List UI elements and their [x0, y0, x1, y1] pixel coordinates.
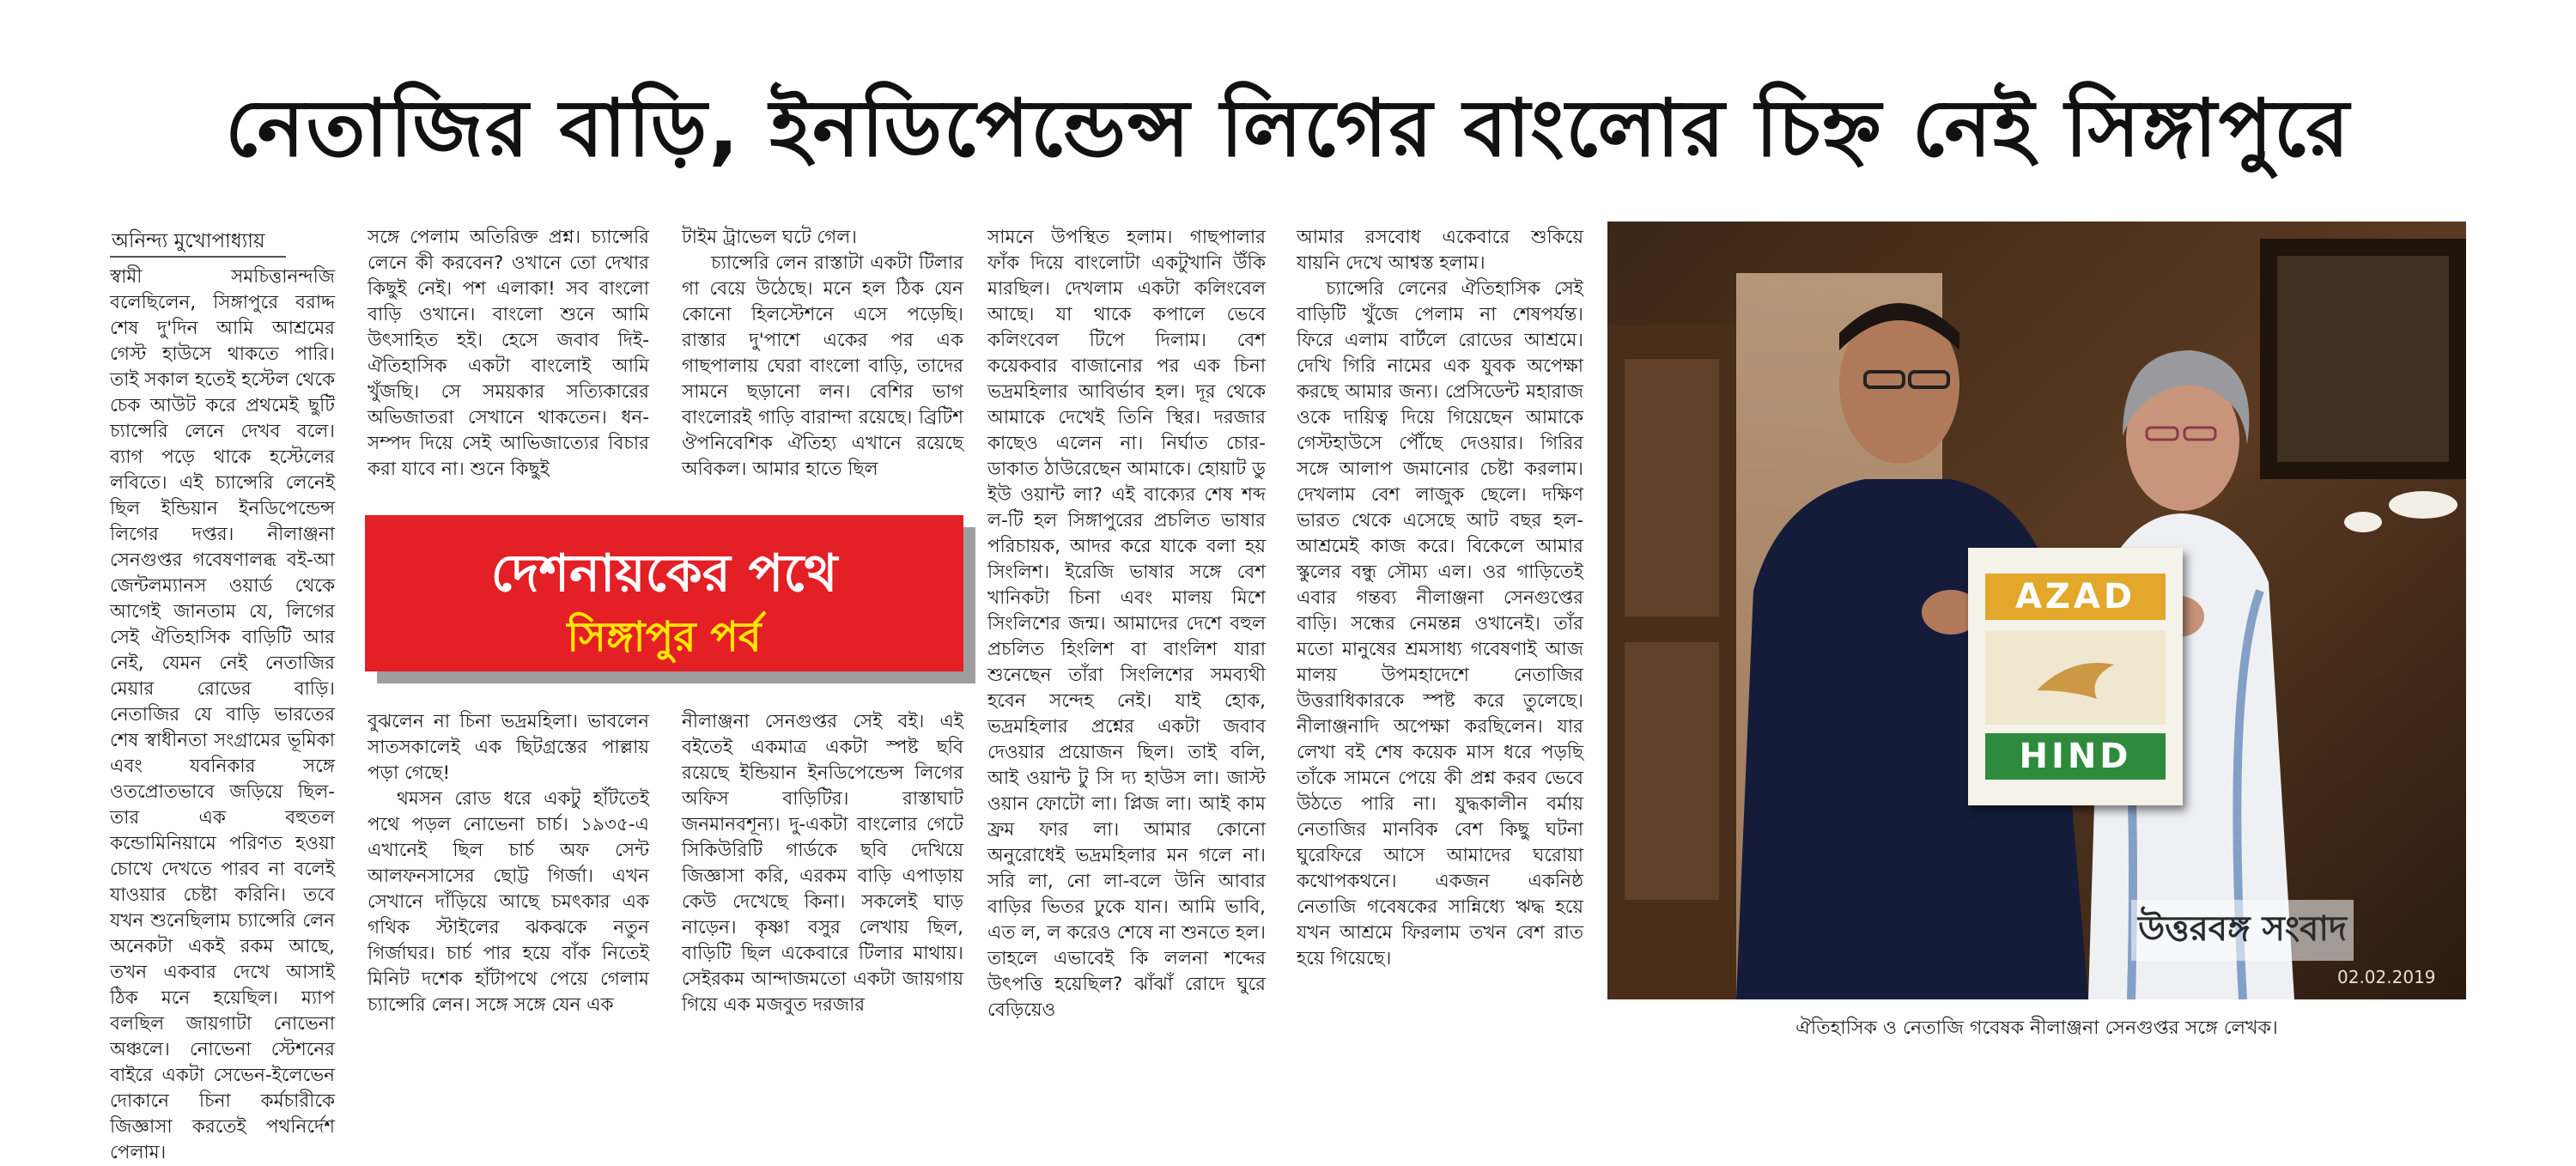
byline: অনিন্দ্য মুখোপাধ্যায়	[112, 230, 265, 252]
paragraph: চ্যান্সেরি লেনের ঐতিহাসিক সেই বাড়িটি খুঁজে পেলাম না শেষপর্যন্ত। ফিরে এলাম বার্টলে রোডের আশ্রমে। দেখি গিরি নামের এক যুবক অপেক্ষা করছে আমার জন্য। প্রেসিডেন্ট মহারাজ ওকে দায়িত্ব দিয়ে গিয়েছেন আমাকে গেস্টহাউসে পৌঁছে দেওয়ার। গিরির সঙ্গে আলাপ জমানোর চেষ্টা করলাম। দেখলাম বেশ লাজুক ছেলে। দক্ষিণ ভারত থেকে এসেছে আট বছর হল- আশ্রমেই কাজ করে। বিকেলে আমার স্কুলের বন্ধু সৌম্য এল। ওর গাড়িতেই এবার গন্তব্য নীলাঞ্জনা সেনগুপ্তের বাড়ি। সন্ধের নেমন্তন্ন ওখানেই। তাঁর মতো মানুষের শ্রমসাধ্য গবেষণাই আজ মালয় উপমহাদেশে নেতাজির উত্তরাধিকারকে স্পষ্ট করে তুলেছে। নীলাঞ্জনাদি অপেক্ষা করছিলেন। যার লেখা বই শেষ কয়েক মাস ধরে পড়ছি তাঁকে সামনে পেয়ে কী প্রশ্ন করব ভেবে উঠতে পারি না। যুদ্ধকালীন বর্মায় নেতাজির মানবিক বেশ কিছু ঘটনা ঘুরেফিরে আসে আমাদের ঘরোয়া কথোপকথনে। একজন একনিষ্ঠ নেতাজি গবেষকের সান্নিধ্যে ঋদ্ধ হয়ে যখন আশ্রমে ফিরলাম তখন বেশ রাত হয়ে গিয়েছে।	[1297, 278, 1583, 969]
article-photo	[1607, 222, 2466, 999]
series-banner	[365, 515, 963, 671]
paragraph: বুঝলেন না চিনা ভদ্রমহিলা। ভাবলেন সাতসকালেই এক ছিটগ্রস্তের পাল্লায় পড়া গেছে!	[368, 711, 649, 784]
article-column-5	[1297, 225, 1583, 972]
paragraph: স্বামী সমচিত্তানন্দজি বলেছিলেন, সিঙ্গাপুরে বরাদ্দ শেষ দু'দিন আমি আশ্রমের গেস্ট হাউসে থাকতে পারি। তাই সকাল হতেই হস্টেল থেকে চেক আউট করে প্রথমেই ছুটি চ্যান্সেরি লেনে দেখব বলে। ব্যাগ পড়ে থাকে হস্টেলের লবিতে। এই চ্যান্সেরি লেনেই ছিল ইন্ডিয়ান ইনডিপেন্ডেন্স লিগের দপ্তর। নীলাঞ্জনা সেনগুপ্তর গবেষণালব্ধ বই-আ জেন্টলম্যানস ওয়ার্ড থেকে আগেই জানতাম যে, লিগের সেই ঐতিহাসিক বাড়িটি আর নেই, যেমন নেই নেতাজির মেয়ার রোডের বাড়ি। নেতাজির যে বাড়ি ভারতের শেষ স্বাধীনতা সংগ্রামের ভূমিকা এবং যবনিকার সঙ্গে ওতপ্রোতভাবে জড়িয়ে ছিল-তার এক বহুতল কন্ডোমিনিয়ামে পরিণত হওয়া চোখে দেখতে পারব না বলেই যাওয়ার চেষ্টা করিনি। তবে যখন শুনেছিলাম চ্যান্সেরি লেন অনেকটা একই রকম আছে, তখন একবার দেখে আসাই ঠিক মনে হয়েছিল। ম্যাপ বলছিল জায়গাটা নোভেনা অঞ্চলে। নোভেনা স্টেশনের বাইরে একটা সেভেন-ইলেভেন দোকানে চিনা কর্মচারীকে জিজ্ঞাসা করতেই পথনির্দেশ পেলাম।	[110, 266, 335, 1163]
paragraph: টাইম ট্রাভেল ঘটে গেল।	[682, 227, 857, 248]
paragraph: আমার রসবোধ একেবারে শুকিয়ে যায়নি দেখে আশ্বস্ত হলাম।	[1297, 227, 1583, 274]
article-column-3-bottom	[682, 709, 963, 1018]
article-column-1	[110, 264, 335, 1166]
newspaper-watermark: উত্তরবঙ্গ সংবাদ	[2131, 900, 2354, 961]
article-column-4	[987, 225, 1266, 1023]
paragraph: সামনে উপস্থিত হলাম। গাছপালার ফাঁক দিয়ে বাংলোটা একটুখানি উঁকি মারছিল। দেখলাম একটা কলিংবেল আছে। যা থাকে কপালে ভেবে কলিংবেল টিপে দিলাম। বেশ কয়েকবার বাজানোর পর এক চিনা ভদ্রমহিলার আবির্ভাব হল। দূর থেকে আমাকে দেখেই তিনি স্থির। দরজার কাছেও এলেন না। নির্ঘাত চোর-ডাকাত ঠাউরেছেন আমাকে। হোয়াট ডু ইউ ওয়ান্ট লা? এই বাক্যের শেষ শব্দ ল-টি হল সিঙ্গাপুরের প্রচলিত ভাষার পরিচায়ক, আদর করে যাকে বলা হয় সিংলিশ। ইরেজি ভাষার সঙ্গে বেশ খানিকটা চিনা এবং মালয় মিশে সিংলিশের জন্ম। আমাদের দেশে বহুল প্রচলিত হিংলিশ বা বাংলিশ যারা শুনেছেন তাঁরা সিংলিশের সমব্যথী হবেন সন্দেহ নেই। যাই হোক, ভদ্রমহিলার প্রশ্নের একটা জবাব দেওয়ার প্রয়োজন ছিল। তাই বলি, আই ওয়ান্ট টু সি দ্য হাউস লা। জাস্ট ওয়ান ফোটো লা। প্লিজ লা। আই কাম ফ্রম ফার লা। আমার কোনো অনুরোধেই ভদ্রমহিলার মন গলে না। সরি লা, নো লা-বলে উনি আবার বাড়ির ভিতর ঢুকে যান। আমি ভাবি, এত ল, ল করেও শেষে না শুনতে হল। তাহলে এভাবেই কি ললনা শব্দের উৎপত্তি হয়েছিল? ঝাঁঝাঁ রোদে ঘুরে বেড়িয়েও	[987, 227, 1266, 1021]
paragraph: চ্যান্সেরি লেন রাস্তাটা একটা টিলার গা বেয়ে উঠেছে। মনে হল ঠিক যেন কোনো হিলস্টেশনে এসে পড়েছি। রাস্তার দু'পাশে একের পর এক গাছপালায় ঘেরা বাংলো বাড়ি, তাদের সামনে ছড়ানো লন। বেশির ভাগ বাংলোরই গাড়ি বারান্দা রয়েছে। ব্রিটিশ ঔপনিবেশিক ঐতিহ্য এখানে রয়েছে অবিকল। আমার হাতে ছিল	[682, 252, 963, 480]
paragraph: সঙ্গে পেলাম অতিরিক্ত প্রশ্ন। চ্যান্সেরি লেনে কী করবেন? ওখানে তো দেখার কিছুই নেই। পশ এলাকা! সব বাংলো বাড়ি ওখানে। বাংলো শুনে আমি উৎসাহিত হই। হেসে জবাব দিই- ঐতিহাসিক একটা বাংলোই আমি খুঁজছি। সে সময়কার সত্যিকারের অভিজাতরা সেখানে থাকতেন। ধন-সম্পদ দিয়ে সেই আভিজাত্যের বিচার করা যাবে না। শুনে কিছুই	[368, 227, 649, 480]
article-column-2-bottom	[368, 709, 649, 1018]
photo-caption: ঐতিহাসিক ও নেতাজি গবেষক নীলাঞ্জনা সেনগুপ্তর সঙ্গে লেখক।	[1795, 1017, 2278, 1039]
paragraph: নীলাঞ্জনা সেনগুপ্তর সেই বই। এই বইতেই একমাত্র একটা স্পষ্ট ছবি রয়েছে ইন্ডিয়ান ইনডিপেন্ডেন্স লিগের অফিস বাড়িটির। রাস্তাঘাট জনমানবশূন্য। দু-একটা বাংলোর গেটে সিকিউরিটি গার্ডকে ছবি দেখিয়ে জিজ্ঞাসা করি, এরকম বাড়ি এপাড়ায় কেউ দেখেছে কিনা। সকলেই ঘাড় নাড়েন। কৃষ্ণা বসুর লেখায় ছিল, বাড়িটি ছিল একেবারে টিলার মাথায়। সেইরকম আন্দাজমতো একটা জায়গায় গিয়ে এক মজবুত দরজার	[682, 711, 963, 1016]
book-title-bottom: HIND	[1985, 733, 2166, 780]
article-column-2-top	[368, 225, 649, 483]
headline: নেতাজির বাড়ি, ইনডিপেন্ডেন্স লিগের বাংলোর চিহ্ন নেই সিঙ্গাপুরে	[225, 82, 2351, 174]
byline-underline	[110, 256, 286, 258]
article-column-3-top	[682, 225, 963, 483]
book-illustration	[1985, 630, 2166, 725]
book-title-top: AZAD	[1985, 574, 2166, 620]
azad-hind-book	[1968, 548, 2183, 805]
banner-title: দেশনায়কের পথে	[490, 544, 838, 604]
photo-date: 02.02.2019	[2337, 967, 2436, 987]
paragraph: থমসন রোড ধরে একটু হাঁটতেই পথে পড়ল নোভেনা চার্চ। ১৯৩৫-এ এখানেই ছিল চার্চ অফ সেন্ট আলফনসাসের ছোট্ট গির্জা। এখন সেখানে দাঁড়িয়ে আছে চমৎকার এক গথিক স্টাইলের ঝকঝকে নতুন গির্জাঘর। চার্চ পার হয়ে বাঁক নিতেই মিনিট দশেক হাঁটাপথে পেয়ে গেলাম চ্যান্সেরি লেন। সঙ্গে সঙ্গে যেন এক	[368, 788, 649, 1016]
banner-subtitle: সিঙ্গাপুর পর্ব	[567, 613, 762, 661]
